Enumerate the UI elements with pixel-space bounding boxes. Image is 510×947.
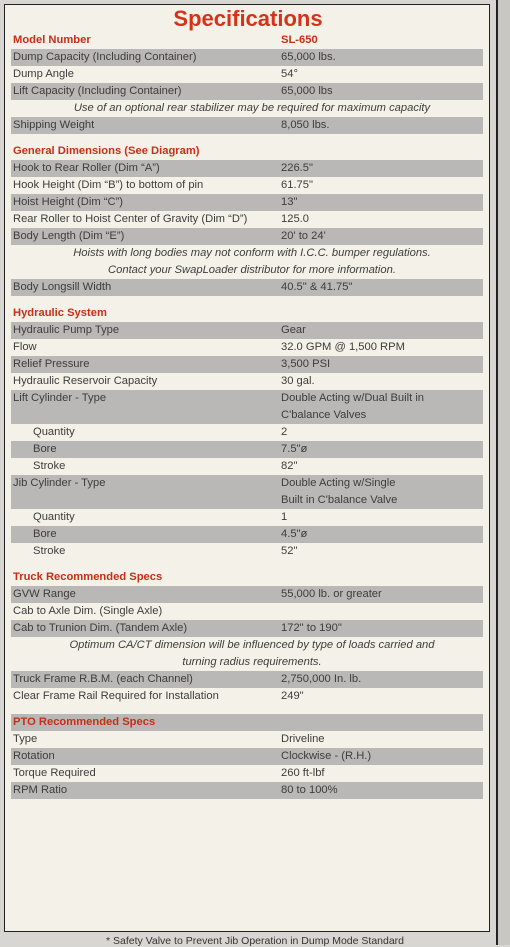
spec-value: 65,000 lbs [281,85,333,97]
spec-label: Torque Required [13,767,96,779]
spec-table [11,32,483,799]
footnote: * Safety Valve to Prevent Jib Operation in Dump Mode Standard [105,935,405,947]
spec-note-text: Use of an optional rear stabilizer may be required for maximum capacity [73,102,431,114]
spec-label: Clear Frame Rail Required for Installation [13,690,219,702]
spec-label: Shipping Weight [13,119,95,131]
spec-value: 172" to 190" [281,622,342,634]
spec-row [11,339,483,356]
spec-note-text: turning radius requirements. [182,656,322,668]
spec-row [11,194,483,211]
section-header-label: Hydraulic System [13,307,107,319]
spec-row [11,782,483,799]
spec-label: Flow [13,341,37,353]
spec-value: 65,000 lbs. [281,51,336,63]
specifications-panel [4,4,490,932]
spec-value: 260 ft-lbf [281,767,325,779]
spec-value: 249" [281,690,304,702]
spec-label: Stroke [33,460,66,472]
spec-row [11,765,483,782]
spec-value: 61.75" [281,179,313,191]
model-number-row [11,32,483,49]
spec-row [11,228,483,245]
spec-row [11,748,483,765]
spec-row [11,322,483,339]
spec-value: 7.5"ø [281,443,308,455]
model-number-label: Model Number [13,34,91,46]
spec-row [11,688,483,705]
spec-label: Rotation [13,750,55,762]
spec-label: Hoist Height (Dim “C”) [13,196,124,208]
section-gap [11,560,483,569]
spec-label: Dump Angle [13,68,74,80]
spec-value: Built in C'balance Valve [281,494,398,506]
spec-note [11,245,483,262]
spec-label: Truck Frame R.B.M. (each Channel) [13,673,193,685]
spec-row [11,620,483,637]
spec-row [11,407,483,424]
spec-note-text: Optimum CA/CT dimension will be influenced by type of loads carried and [69,639,435,651]
spec-label: Dump Capacity (Including Container) [13,51,197,63]
spec-row [11,373,483,390]
spec-value: 1 [281,511,288,523]
spec-value: Gear [281,324,306,336]
spec-row [11,509,483,526]
spec-label: Rear Roller to Hoist Center of Gravity (Dim “D”) [13,213,248,225]
spec-value: 80 to 100% [281,784,338,796]
spec-row [11,526,483,543]
section-header [11,714,483,731]
page-edge-strip [496,0,510,945]
spec-value: Driveline [281,733,325,745]
spec-note-text: Hoists with long bodies may not conform with I.C.C. bumper regulations. [73,247,431,259]
spec-label: Stroke [33,545,66,557]
spec-value: 55,000 lb. or greater [281,588,382,600]
model-number-value: SL-650 [281,34,318,46]
spec-note [11,100,483,117]
spec-row [11,671,483,688]
spec-row [11,83,483,100]
spec-row [11,475,483,492]
spec-label: Cab to Axle Dim. (Single Axle) [13,605,163,617]
spec-note [11,262,483,279]
spec-label: Body Longsill Width [13,281,112,293]
spec-row [11,424,483,441]
spec-label: Cab to Trunion Dim. (Tandem Axle) [13,622,188,634]
spec-row [11,177,483,194]
spec-value: 54° [281,68,298,80]
spec-row [11,731,483,748]
spec-row [11,586,483,603]
spec-label: GVW Range [13,588,76,600]
spec-label: RPM Ratio [13,784,68,796]
spec-value: 30 gal. [281,375,315,387]
spec-value: 2 [281,426,288,438]
spec-row [11,603,483,620]
section-header [11,305,483,322]
section-gap [11,296,483,305]
spec-value: 52" [281,545,298,557]
spec-row [11,356,483,373]
spec-label: Lift Cylinder - Type [13,392,107,404]
spec-value: Double Acting w/Dual Built in [281,392,425,404]
spec-value: Double Acting w/Single [281,477,396,489]
section-gap [11,134,483,143]
spec-row [11,458,483,475]
spec-value: 4.5"ø [281,528,308,540]
spec-note-text: Contact your SwapLoader distributor for more information. [108,264,396,276]
spec-row [11,117,483,134]
spec-row [11,66,483,83]
spec-label: Bore [33,528,57,540]
spec-label: Hook Height (Dim “B”) to bottom of pin [13,179,204,191]
spec-label: Bore [33,443,57,455]
section-gap [11,705,483,714]
spec-label: Hydraulic Pump Type [13,324,120,336]
spec-value: 40.5" & 41.75" [281,281,353,293]
section-header [11,569,483,586]
spec-label: Lift Capacity (Including Container) [13,85,182,97]
spec-value: 226.5" [281,162,313,174]
spec-note [11,654,483,671]
spec-row [11,492,483,509]
spec-value: 20' to 24' [281,230,326,242]
section-header-label: Truck Recommended Specs [13,571,163,583]
section-header-label: PTO Recommended Specs [13,716,156,728]
spec-value: 32.0 GPM @ 1,500 RPM [281,341,405,353]
spec-label: Type [13,733,38,745]
spec-row [11,279,483,296]
spec-label: Jib Cylinder - Type [13,477,106,489]
spec-label: Quantity [33,511,75,523]
spec-value: 13" [281,196,298,208]
spec-row [11,543,483,560]
spec-value: 8,050 lbs. [281,119,330,131]
spec-row [11,160,483,177]
page-title: Specifications [173,6,323,31]
spec-label: Quantity [33,426,75,438]
spec-value: 82" [281,460,298,472]
spec-row [11,49,483,66]
spec-label: Hydraulic Reservoir Capacity [13,375,158,387]
spec-note [11,637,483,654]
section-header-label: General Dimensions (See Diagram) [13,145,200,157]
spec-row [11,441,483,458]
spec-value: 125.0 [281,213,309,225]
spec-value: C'balance Valves [281,409,367,421]
spec-label: Hook to Rear Roller (Dim “A”) [13,162,160,174]
spec-row [11,390,483,407]
spec-label: Relief Pressure [13,358,90,370]
spec-value: 2,750,000 In. lb. [281,673,362,685]
section-header [11,143,483,160]
spec-value: 3,500 PSI [281,358,331,370]
spec-label: Body Length (Dim “E”) [13,230,125,242]
spec-row [11,211,483,228]
spec-value: Clockwise - (R.H.) [281,750,372,762]
